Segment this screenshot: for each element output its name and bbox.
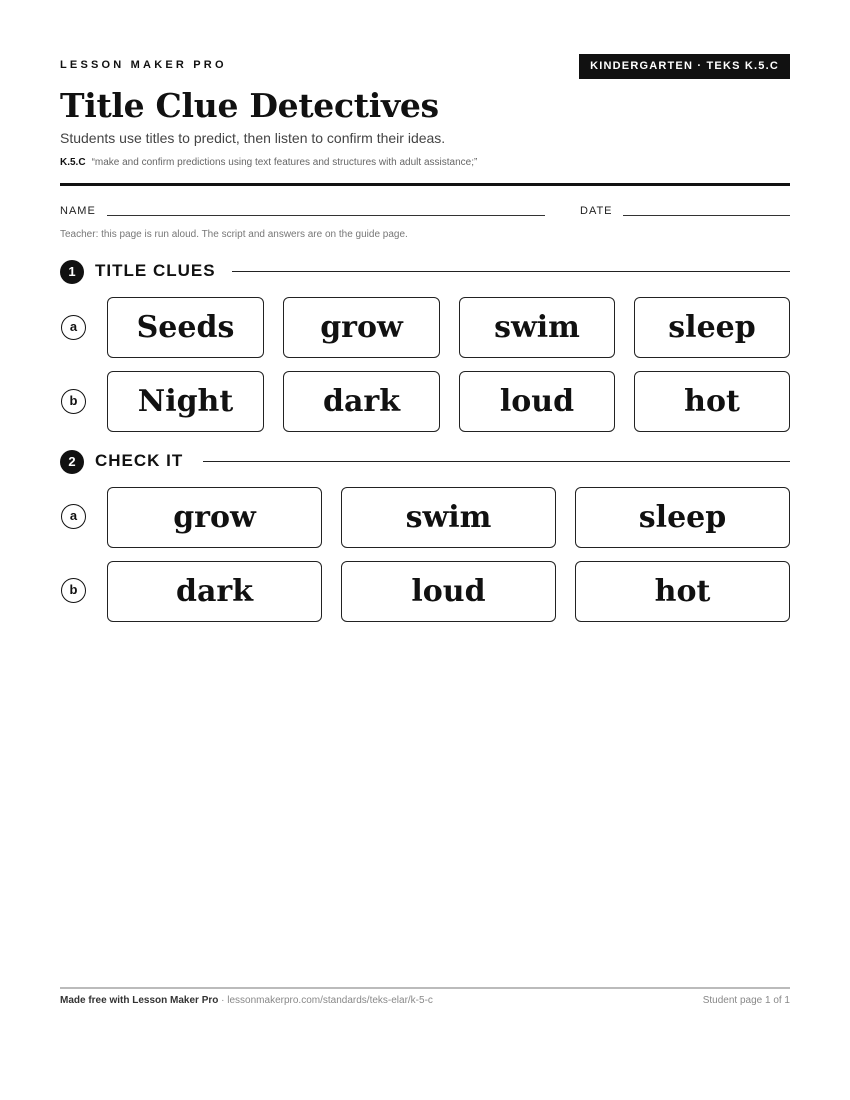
footer-url[interactable]: · lessonmakerpro.com/standards/teks-elar/k-5-c xyxy=(218,995,433,1006)
word-card[interactable]: hot xyxy=(634,371,790,432)
section-title-clues xyxy=(60,260,790,284)
word-card[interactable]: dark xyxy=(107,561,322,622)
section-check-it xyxy=(60,450,790,474)
section-title: TITLE CLUES xyxy=(95,261,216,280)
worksheet-page xyxy=(60,0,790,1100)
word-card[interactable]: Night xyxy=(107,371,264,432)
row-label-a: a xyxy=(61,504,86,529)
row-label-b: b xyxy=(61,389,86,414)
section-rule xyxy=(232,271,790,272)
word-card[interactable]: dark xyxy=(283,371,440,432)
row-label-b: b xyxy=(61,578,86,603)
word-card[interactable]: hot xyxy=(575,561,790,622)
standard-code: K.5.C xyxy=(60,157,86,168)
section-number: 1 xyxy=(60,260,84,284)
word-card[interactable]: grow xyxy=(107,487,322,548)
section-rule xyxy=(203,461,790,462)
name-field[interactable] xyxy=(107,215,545,216)
grade-badge: KINDERGARTEN · TEKS K.5.C xyxy=(579,54,790,79)
word-card[interactable]: sleep xyxy=(575,487,790,548)
row-label-a: a xyxy=(61,315,86,340)
standard-text: “make and confirm predictions using text features and structures with adult assistance;” xyxy=(91,157,478,168)
standard-line xyxy=(60,157,477,168)
brand-name: LESSON MAKER PRO xyxy=(60,59,227,71)
section-number: 2 xyxy=(60,450,84,474)
word-card[interactable]: swim xyxy=(459,297,615,358)
page-title: Title Clue Detectives xyxy=(60,86,439,125)
footer-credit xyxy=(60,995,433,1006)
date-label: DATE xyxy=(580,205,613,217)
word-card[interactable]: grow xyxy=(283,297,440,358)
word-card[interactable]: loud xyxy=(341,561,556,622)
name-label: NAME xyxy=(60,205,96,217)
word-card[interactable]: loud xyxy=(459,371,615,432)
section-title: CHECK IT xyxy=(95,451,184,470)
footer-page-number: Student page 1 of 1 xyxy=(702,995,790,1006)
word-card[interactable]: Seeds xyxy=(107,297,264,358)
word-card[interactable]: swim xyxy=(341,487,556,548)
date-field[interactable] xyxy=(623,215,790,216)
teacher-note: Teacher: this page is run aloud. The script and answers are on the guide page. xyxy=(60,229,408,240)
word-card[interactable]: sleep xyxy=(634,297,790,358)
page-subtitle: Students use titles to predict, then listen to confirm their ideas. xyxy=(60,130,446,146)
footer-divider xyxy=(60,987,790,989)
header-divider xyxy=(60,183,790,186)
footer-made-with: Made free with Lesson Maker Pro xyxy=(60,995,219,1006)
